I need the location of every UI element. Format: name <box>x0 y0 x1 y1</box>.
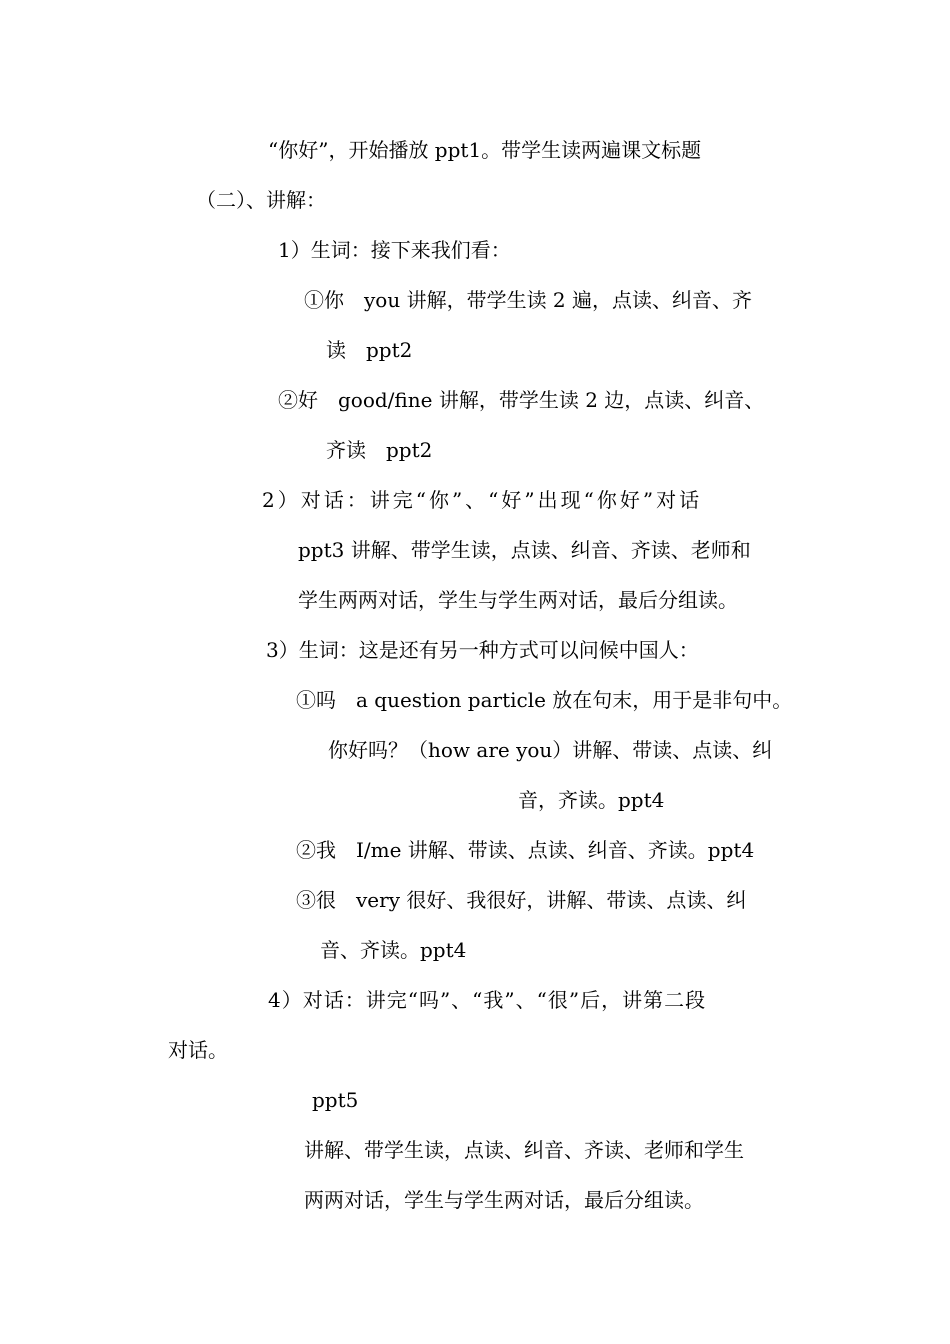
text-line-19: 对话。 <box>168 1038 228 1062</box>
text-line-6: ②好 good/fine 讲解，带学生读 2 边，点读、纠音、 <box>278 388 765 412</box>
text-line-21: 讲解、带学生读，点读、纠音、齐读、老师和学生 <box>304 1138 744 1162</box>
text-line-12: ①吗 a question particle 放在句末，用于是非句中。 <box>296 688 793 712</box>
text-line-11: 3）生词：这是还有另一种方式可以问候中国人： <box>266 638 699 662</box>
text-line-15: ②我 I/me 讲解、带读、点读、纠音、齐读。ppt4 <box>296 838 755 862</box>
text-line-4: ①你 you 讲解，带学生读 2 遍，点读、纠音、齐 <box>304 288 753 312</box>
text-line-18: 4）对话：讲完“吗”、“我”、“很”后，讲第二段 <box>268 988 707 1012</box>
text-line-13: 你好吗？（how are you）讲解、带读、点读、纠 <box>328 738 773 762</box>
text-line-9: ppt3 讲解、带学生读，点读、纠音、齐读、老师和 <box>298 538 751 562</box>
text-line-8: 2）对话：讲完“你”、“好”出现“你好”对话 <box>262 488 703 512</box>
text-line-7: 齐读 ppt2 <box>326 438 433 462</box>
text-line-16: ③很 very 很好、我很好，讲解、带读、点读、纠 <box>296 888 747 912</box>
text-line-5: 读 ppt2 <box>326 338 413 362</box>
text-line-14: 音，齐读。ppt4 <box>518 788 665 812</box>
text-line-3: 1）生词：接下来我们看： <box>278 238 511 262</box>
section-heading: （二）、讲解： <box>196 188 326 212</box>
text-line-1: “你好”，开始播放 ppt1。带学生读两遍课文标题 <box>268 138 702 162</box>
text-line-10: 学生两两对话，学生与学生两对话，最后分组读。 <box>298 588 738 612</box>
text-line-22: 两两对话，学生与学生两对话，最后分组读。 <box>304 1188 704 1212</box>
text-line-20: ppt5 <box>312 1088 359 1112</box>
text-line-17: 音、齐读。ppt4 <box>320 938 467 962</box>
